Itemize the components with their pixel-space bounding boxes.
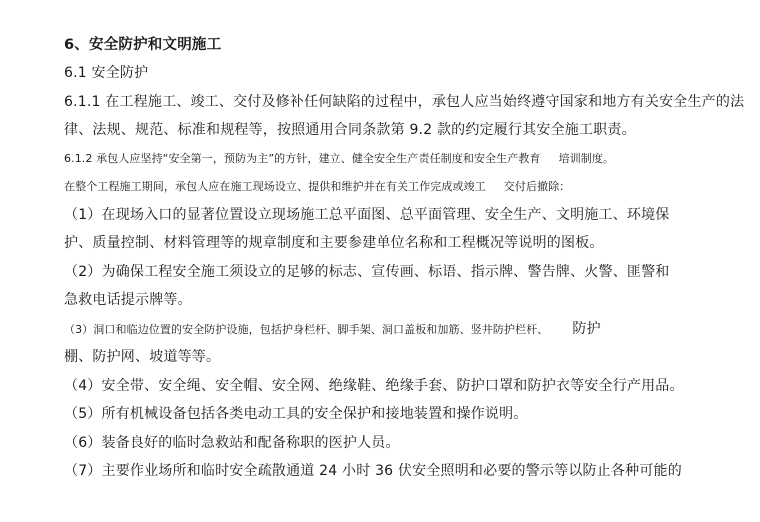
section-heading: 6、安全防护和文明施工 (64, 37, 222, 53)
paragraph-6-1-1-line-1: 6.1.1 在工程施工、竣工、交付及修补任何缺陷的过程中，承包人应当始终遵守国家和地方有关安全生产的法 (64, 94, 745, 110)
list-item-3-line-1-tail: 防护 (572, 321, 601, 337)
paragraph-6-1-2-line-2-main: 在整个工程施工期间，承包人应在施工现场设立、提供和维护并在有关工作完成或竣工 (64, 180, 486, 193)
subsection-heading: 6.1 安全防护 (64, 65, 149, 81)
list-item-6: （6）装备良好的临时急救站和配备称职的医护人员。 (64, 435, 400, 451)
list-item-3-line-1 (64, 319, 601, 340)
list-item-1-line-1: （1）在现场入口的显著位置设立现场施工总平面图、总平面管理、安全生产、文明施工、环境保 (64, 207, 670, 223)
paragraph-6-1-2-line-2 (64, 177, 570, 197)
list-item-4: （4）安全带、安全绳、安全帽、安全网、绝缘鞋、绝缘手套、防护口罩和防护衣等安全行产用品。 (64, 378, 684, 394)
paragraph-6-1-2-line-1-main: 6.1.2 承包人应坚持“安全第一，预防为主”的方针，建立、健全安全生产责任制度和安全生产教育 (64, 152, 541, 165)
paragraph-6-1-2-line-2-tail: 交付后撤除： (503, 180, 571, 193)
list-item-2-line-1: （2）为确保工程安全施工须设立的足够的标志、宣传画、标语、指示牌、警告牌、火警、匪警和 (64, 264, 670, 280)
list-item-1-line-2: 护、质量控制、材料管理等的规章制度和主要参建单位名称和工程概况等说明的图板。 (64, 235, 604, 251)
list-item-3-line-2: 棚、防护网、坡道等等。 (64, 349, 221, 365)
list-item-2-line-2: 急救电话提示牌等。 (64, 292, 192, 308)
list-item-3-line-1-main: （3）洞口和临边位置的安全防护设施，包括护身栏杆、脚手架、洞口盖板和加筋、竖井防护栏杆、 (64, 323, 549, 336)
paragraph-6-1-1-line-2: 律、法规、规范、标准和规程等，按照通用合同条款第 9.2 款的约定履行其安全施工职责。 (64, 122, 636, 138)
list-item-7: （7）主要作业场所和临时安全疏散通道 24 小时 36 伏安全照明和必要的警示等以防止各种可能的 (64, 463, 682, 479)
paragraph-6-1-2-line-1-tail: 培训制度。 (558, 152, 615, 165)
list-item-5: （5）所有机械设备包括各类电动工具的安全保护和接地装置和操作说明。 (64, 406, 528, 422)
paragraph-6-1-2-line-1 (64, 149, 614, 169)
